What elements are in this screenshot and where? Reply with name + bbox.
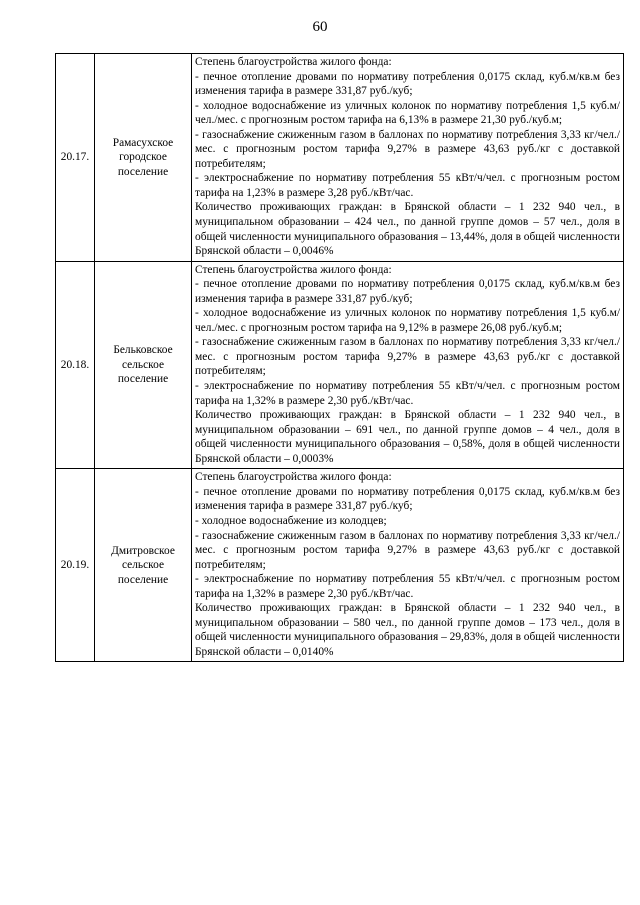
settlements-table: [55, 53, 624, 662]
housing-description: [192, 469, 624, 662]
settlement-name-line: городское: [119, 151, 167, 164]
settlement-name-line: поселение: [117, 573, 169, 586]
row-number: 20.18.: [56, 261, 95, 469]
housing-description: [192, 261, 624, 469]
description-heading: Степень благоустройства жилого фонда:: [195, 56, 392, 68]
gas-item: - газоснабжение сжиженным газом в баллонах по нормативу потребления 3,33 кг/чел./мес. с прогнозным ростом тарифа 9,27% в размере 43,63 руб./кг с доставкой потребителям;: [195, 128, 620, 170]
housing-description: [192, 54, 624, 262]
table-row: [56, 261, 624, 469]
settlement-name-line: Дмитровское: [111, 544, 175, 557]
settlement-name-line: поселение: [117, 165, 169, 178]
gas-item: - газоснабжение сжиженным газом в баллонах по нормативу потребления 3,33 кг/чел./мес. с прогнозным ростом тарифа 9,27% в размере 43,63 руб./кг с доставкой потребителям;: [195, 529, 620, 571]
settlement-name: [95, 54, 192, 262]
water-item: - холодное водоснабжение из уличных колонок по нормативу потребления 1,5 куб.м/чел./мес. с прогнозным ростом тарифа на 6,13% в размере 21,30 руб./куб.м;: [195, 99, 620, 127]
settlement-name-line: поселение: [117, 373, 169, 386]
table-row: [56, 54, 624, 262]
description-heading: Степень благоустройства жилого фонда:: [195, 263, 392, 276]
water-item: - холодное водоснабжение из уличных колонок по нормативу потребления 1,5 куб.м/чел./мес. с прогнозным ростом тарифа на 9,12% в размере 26,08 руб./куб.м;: [195, 307, 620, 334]
population-info: Количество проживающих граждан: в Брянской области – 1 232 940 чел., в муниципальном образовании – 424 чел., по данной группе домов – 57 чел., доля в общей численности муниципального образования – 13,44%, доля в общей численности Брянской области – 0,0046%: [195, 201, 620, 258]
settlement-name: [95, 469, 192, 662]
gas-item: - газоснабжение сжиженным газом в баллонах по нормативу потребления 3,33 кг/чел./мес. с прогнозным ростом тарифа 9,27% в размере 43,63 руб./кг с доставкой потребителям;: [195, 336, 620, 378]
water-item: - холодное водоснабжение из колодцев;: [195, 514, 387, 527]
electricity-item: - электроснабжение по нормативу потребления 55 кВт/ч/чел. с прогнозным ростом тарифа на 1,23% в размере 3,28 руб./кВт/час.: [195, 172, 620, 199]
page-number: 60: [312, 19, 328, 35]
population-info: Количество проживающих граждан: в Брянской области – 1 232 940 чел., в муниципальном образовании – 691 чел., по данной группе домов – 4 чел., доля в общей численности муниципального образования – 0,58%, доля в общей численности Брянской области – 0,0003%: [195, 409, 620, 465]
settlement-name-line: Бельковское: [113, 344, 173, 357]
population-info: Количество проживающих граждан: в Брянской области – 1 232 940 чел., в муниципальном образовании – 580 чел., по данной группе домов – 173 чел., доля в общей численности муниципального образования – 29,83%, доля в общей численности Брянской области – 0,0140%: [195, 602, 620, 658]
settlement-name-line: сельское: [121, 358, 165, 371]
heating-item: - печное отопление дровами по нормативу потребления 0,0175 склад, куб.м/кв.м без изменения тарифа в размере 331,87 руб./куб;: [195, 278, 620, 305]
settlement-name: [95, 261, 192, 469]
electricity-item: - электроснабжение по нормативу потребления 55 кВт/ч/чел. с прогнозным ростом тарифа на 1,32% в размере 2,30 руб./кВт/час.: [195, 573, 620, 600]
settlement-name-line: сельское: [121, 559, 165, 572]
row-number: 20.17.: [56, 54, 95, 262]
heating-item: - печное отопление дровами по нормативу потребления 0,0175 склад, куб.м/кв.м без изменения тарифа в размере 331,87 руб./куб;: [195, 70, 620, 98]
row-number: 20.19.: [56, 469, 95, 662]
heating-item: - печное отопление дровами по нормативу потребления 0,0175 склад, куб.м/кв.м без изменения тарифа в размере 331,87 руб./куб;: [195, 485, 620, 513]
electricity-item: - электроснабжение по нормативу потребления 55 кВт/ч/чел. с прогнозным ростом тарифа на 1,32% в размере 2,30 руб./кВт/час.: [195, 380, 620, 407]
description-heading: Степень благоустройства жилого фонда:: [195, 471, 392, 484]
table-row: [56, 469, 624, 662]
settlement-name-line: Рамасухское: [112, 136, 174, 149]
